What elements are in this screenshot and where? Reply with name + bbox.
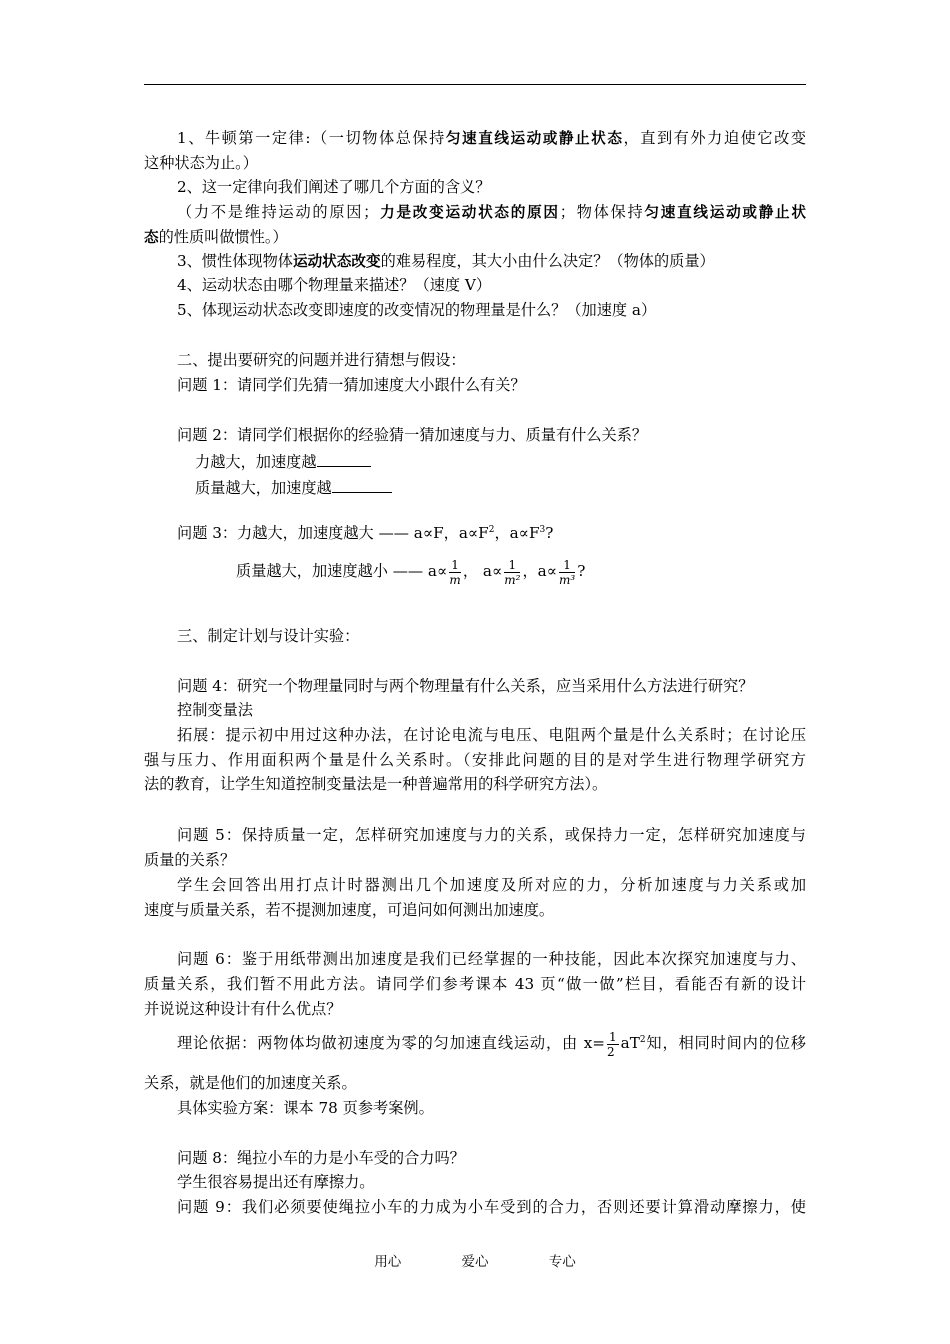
question-8: 问题 8：绳拉小车的力是小车受的合力吗？ [177, 1149, 465, 1167]
page-footer [0, 1250, 950, 1270]
question-4-answer: 控制变量法 [177, 701, 253, 719]
fraction-1-over-2: $\frac{1}{2}$ [607, 1029, 617, 1059]
line-7: 4、运动状态由哪个物理量来描述？（速度 V） [177, 276, 492, 294]
experiment-plan: 具体实验方案：课本 78 页参考案例。 [177, 1099, 434, 1117]
question-6-line-1: 问题 6：鉴于用纸带测出加速度是我们已经掌握的一种技能，因此本次探究加速度与力、 [177, 950, 806, 968]
question-5-line-1: 问题 5：保持质量一定，怎样研究加速度与力的关系，或保持力一定，怎样研究加速度与 [177, 826, 806, 844]
answer-blank [332, 477, 392, 493]
header-rule [144, 84, 806, 85]
line-4: （力不是维持运动的原因；力是改变运动状态的原因；物体保持匀速直线运动或静止状 [177, 203, 806, 221]
footer-word: 专心 [548, 1254, 576, 1270]
question-5-line-2: 质量的关系？ [144, 851, 236, 869]
section-3-heading: 三、制定计划与设计实验： [177, 627, 360, 645]
answer-blank [317, 451, 371, 467]
question-6-line-3: 并说说这种设计有什么优点？ [144, 1000, 342, 1018]
theory-basis-line-2: 关系，就是他们的加速度关系。 [144, 1074, 357, 1092]
question-3-mass: 质量越大，加速度越小 —— a∝ $\frac{1}{m}$ ， a∝ $\frac{1}{\text{m²}}$ ，a∝ $\frac{1}{\text{m³}}$ ? [236, 557, 586, 587]
question-2-mass: 质量越大，加速度越 [195, 477, 392, 498]
question-1: 问题 1：请同学们先猜一猜加速度大小跟什么有关？ [177, 376, 526, 394]
extension-line-3: 法的教育，让学生知道控制变量法是一种普遍常用的科学研究方法）。 [144, 775, 608, 793]
question-4: 问题 4：研究一个物理量同时与两个物理量有什么关系，应当采用什么方法进行研究？ [177, 677, 754, 695]
answer-8: 学生很容易提出还有摩擦力。 [177, 1173, 375, 1191]
theory-basis-line-1: 理论依据：两物体均做初速度为零的匀加速直线运动，由 x= $\frac{1}{2}$ $aT^2$知，相同时间内的位移 [177, 1029, 806, 1059]
answer-5-line-2: 速度与质量关系，若不提测加速度，可追问如何测出加速度。 [144, 901, 555, 919]
question-3: 问题 3：力越大，加速度越大 —— a∝F，$a\propto F^2$，$a\propto F^3$? [177, 524, 554, 542]
footer-word: 用心 [374, 1254, 402, 1270]
extension-line-1: 拓展：提示初中用过这种办法，在讨论电流与电压、电阻两个量是什么关系时；在讨论压 [177, 726, 806, 744]
answer-5-line-1: 学生会回答出用打点计时器测出几个加速度及所对应的力，分析加速度与力关系或加 [177, 876, 806, 894]
line-6: 3、惯性体现物体运动状态改变的难易程度，其大小由什么决定？（物体的质量） [177, 252, 715, 270]
section-2-heading: 二、提出要研究的问题并进行猜想与假设： [177, 351, 466, 369]
extension-line-2: 强与压力、作用面积两个量是什么关系时。（安排此问题的目的是对学生进行物理学研究方 [144, 751, 806, 769]
line-5: 态的性质叫做惯性。） [144, 228, 288, 246]
line-2: 这种状态为止。） [144, 154, 258, 172]
line-3: 2、这一定律向我们阐述了哪几个方面的含义？ [177, 178, 491, 196]
question-2-force: 力越大，加速度越 [195, 451, 371, 472]
question-6-line-2: 质量关系，我们暂不用此方法。请同学们参考课本 43 页“做一做”栏目，看能否有新的设计 [144, 975, 806, 993]
fraction-1-over-m: $\frac{1}{m}$ [449, 557, 461, 587]
line-1: 1、牛顿第一定律:（一切物体总保持匀速直线运动或静止状态，直到有外力迫使它改变 [177, 129, 807, 147]
fraction-1-over-m2: $\frac{1}{\text{m²}}$ [504, 557, 521, 587]
question-2: 问题 2：请同学们根据你的经验猜一猜加速度与力、质量有什么关系？ [177, 426, 648, 444]
question-9: 问题 9：我们必须要使绳拉小车的力成为小车受到的合力，否则还要计算滑动摩擦力，使 [177, 1198, 806, 1216]
fraction-1-over-m3: $\frac{1}{\text{m³}}$ [558, 557, 576, 587]
line-8: 5、体现运动状态改变即速度的改变情况的物理量是什么？（加速度 a） [177, 301, 657, 319]
footer-word: 爱心 [461, 1254, 489, 1270]
